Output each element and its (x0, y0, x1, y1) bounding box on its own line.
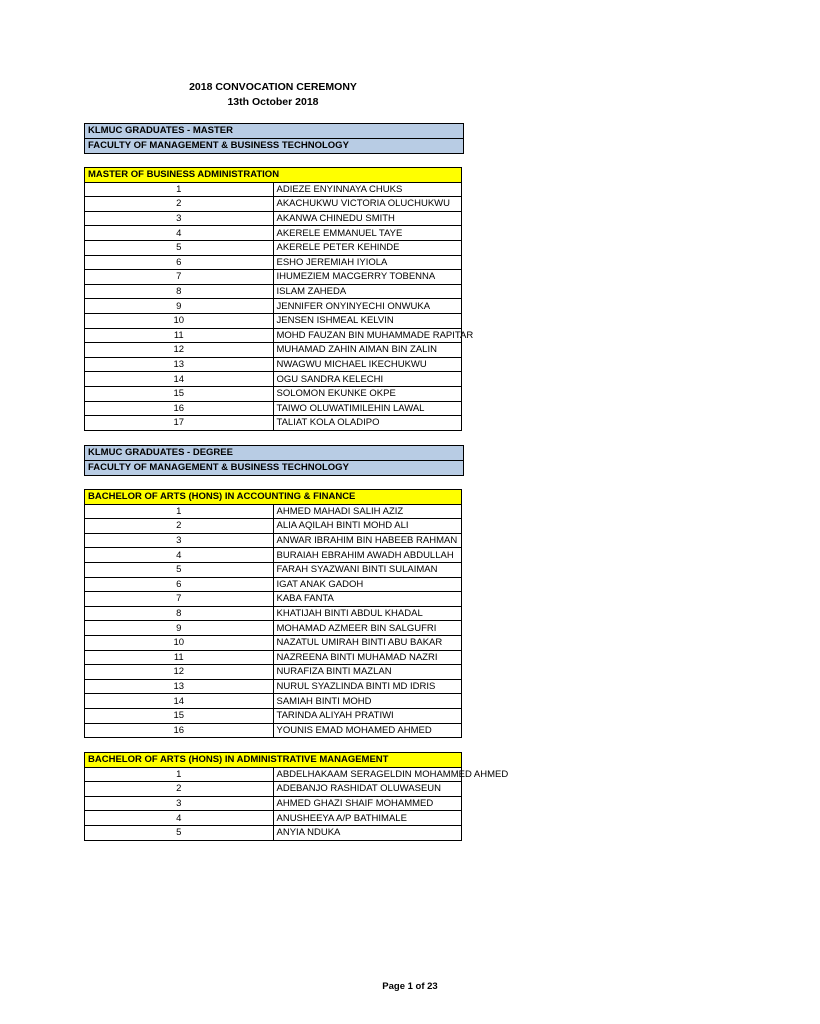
row-number: 7 (85, 270, 274, 285)
table-row (85, 255, 462, 270)
degree-header-block (84, 445, 464, 476)
graduate-name: YOUNIS EMAD MOHAMED AHMED (273, 723, 462, 738)
graduate-name: ISLAM ZAHEDA (273, 284, 462, 299)
graduate-name: TAIWO OLUWATIMILEHIN LAWAL (273, 401, 462, 416)
program-header-row (85, 753, 462, 768)
administrative-management-table (84, 752, 509, 841)
graduate-level-degree: KLMUC GRADUATES - DEGREE (85, 446, 463, 461)
graduate-name: FARAH SYAZWANI BINTI SULAIMAN (273, 562, 462, 577)
row-number: 4 (85, 226, 274, 241)
faculty-label-degree: FACULTY OF MANAGEMENT & BUSINESS TECHNOLOGY (85, 461, 463, 476)
table-row (85, 299, 462, 314)
graduate-name: AKERELE EMMANUEL TAYE (273, 226, 462, 241)
graduate-name: SOLOMON EKUNKE OKPE (273, 386, 462, 401)
row-number: 2 (85, 782, 274, 797)
graduate-name: JENNIFER ONYINYECHI ONWUKA (273, 299, 462, 314)
row-number: 5 (85, 825, 274, 840)
row-number: 9 (85, 299, 274, 314)
table-row (85, 357, 462, 372)
table-row (85, 606, 462, 621)
table-row (85, 592, 462, 607)
table-row (85, 504, 462, 519)
graduate-name: NURUL SYAZLINDA BINTI MD IDRIS (273, 679, 462, 694)
program-title: BACHELOR OF ARTS (HONS) IN ACCOUNTING & FINANCE (85, 490, 462, 505)
table-row (85, 313, 462, 328)
graduate-name: AHMED MAHADI SALIH AZIZ (273, 504, 462, 519)
row-number: 4 (85, 548, 274, 563)
row-number: 4 (85, 811, 274, 826)
graduate-name: JENSEN ISHMEAL KELVIN (273, 313, 462, 328)
graduate-name: AHMED GHAZI SHAIF MOHAMMED (273, 796, 462, 811)
row-number: 9 (85, 621, 274, 636)
row-number: 10 (85, 635, 274, 650)
table-row (85, 577, 462, 592)
program-title: MASTER OF BUSINESS ADMINISTRATION (85, 168, 462, 183)
table-row (85, 226, 462, 241)
table-row (85, 386, 462, 401)
graduate-name: AKACHUKWU VICTORIA OLUCHUKWU (273, 197, 462, 212)
row-number: 1 (85, 767, 274, 782)
table-row (85, 211, 462, 226)
graduate-name: NAZREENA BINTI MUHAMAD NAZRI (273, 650, 462, 665)
accounting-finance-table (84, 489, 462, 738)
table-row (85, 635, 462, 650)
table-row (85, 708, 462, 723)
table-row (85, 811, 462, 826)
row-number: 2 (85, 197, 274, 212)
table-row (85, 284, 462, 299)
graduate-name: NAZATUL UMIRAH BINTI ABU BAKAR (273, 635, 462, 650)
row-number: 12 (85, 343, 274, 358)
table-row (85, 197, 462, 212)
graduate-name: IGAT ANAK GADOH (273, 577, 462, 592)
graduate-name: NWAGWU MICHAEL IKECHUKWU (273, 357, 462, 372)
table-row (85, 650, 462, 665)
graduate-name: AKANWA CHINEDU SMITH (273, 211, 462, 226)
table-row (85, 679, 462, 694)
graduate-name: NURAFIZA BINTI MAZLAN (273, 665, 462, 680)
row-number: 8 (85, 606, 274, 621)
table-row (85, 343, 462, 358)
graduate-name: ADEBANJO RASHIDAT OLUWASEUN (273, 782, 462, 797)
graduate-name: ESHO JEREMIAH IYIOLA (273, 255, 462, 270)
master-header-block (84, 123, 464, 154)
ceremony-title: 2018 CONVOCATION CEREMONY (189, 81, 357, 93)
table-row (85, 240, 462, 255)
table-row (85, 621, 462, 636)
table-row (85, 328, 462, 343)
row-number: 6 (85, 577, 274, 592)
graduate-name: ALIA AQILAH BINTI MOHD ALI (273, 519, 462, 534)
mba-table (84, 167, 474, 431)
table-row (85, 519, 462, 534)
table-row (85, 416, 462, 431)
row-number: 17 (85, 416, 274, 431)
table-row (85, 270, 462, 285)
row-number: 1 (85, 504, 274, 519)
graduate-name: TARINDA ALIYAH PRATIWI (273, 708, 462, 723)
graduate-name: ANUSHEEYA A/P BATHIMALE (273, 811, 462, 826)
table-row (85, 401, 462, 416)
table-row (85, 694, 462, 709)
graduate-name: AKERELE PETER KEHINDE (273, 240, 462, 255)
program-title: BACHELOR OF ARTS (HONS) IN ADMINISTRATIVE MANAGEMENT (85, 753, 462, 768)
table-row (85, 767, 462, 782)
row-number: 14 (85, 694, 274, 709)
row-number: 8 (85, 284, 274, 299)
row-number: 10 (85, 313, 274, 328)
graduate-level-master: KLMUC GRADUATES - MASTER (85, 124, 463, 139)
table-row (85, 548, 462, 563)
row-number: 12 (85, 665, 274, 680)
graduate-name: ANYIA NDUKA (273, 825, 462, 840)
table-row (85, 782, 462, 797)
row-number: 14 (85, 372, 274, 387)
graduate-name: MUHAMAD ZAHIN AIMAN BIN ZALIN (273, 343, 462, 358)
table-row (85, 533, 462, 548)
table-row (85, 182, 462, 197)
table-row (85, 825, 462, 840)
graduate-name: SAMIAH BINTI MOHD (273, 694, 462, 709)
table-row (85, 372, 462, 387)
row-number: 2 (85, 519, 274, 534)
row-number: 5 (85, 562, 274, 577)
table-row (85, 723, 462, 738)
row-number: 11 (85, 328, 274, 343)
graduate-name: BURAIAH EBRAHIM AWADH ABDULLAH (273, 548, 462, 563)
page-number: Page 1 of 23 (382, 981, 438, 992)
graduate-name: ADIEZE ENYINNAYA CHUKS (273, 182, 462, 197)
program-header-row (85, 490, 462, 505)
row-number: 16 (85, 401, 274, 416)
graduate-name: KHATIJAH BINTI ABDUL KHADAL (273, 606, 462, 621)
table-row (85, 796, 462, 811)
row-number: 16 (85, 723, 274, 738)
row-number: 13 (85, 357, 274, 372)
ceremony-date: 13th October 2018 (227, 96, 319, 108)
graduate-name: ANWAR IBRAHIM BIN HABEEB RAHMAN (273, 533, 462, 548)
faculty-label-master: FACULTY OF MANAGEMENT & BUSINESS TECHNOLOGY (85, 139, 463, 154)
row-number: 7 (85, 592, 274, 607)
table-row (85, 665, 462, 680)
row-number: 15 (85, 708, 274, 723)
graduate-name: MOHD FAUZAN BIN MUHAMMADE RAPITAR (273, 328, 462, 343)
table-row (85, 562, 462, 577)
program-header-row (85, 168, 462, 183)
row-number: 6 (85, 255, 274, 270)
graduate-name: KABA FANTA (273, 592, 462, 607)
row-number: 13 (85, 679, 274, 694)
row-number: 3 (85, 796, 274, 811)
graduate-name: TALIAT KOLA OLADIPO (273, 416, 462, 431)
row-number: 3 (85, 533, 274, 548)
row-number: 15 (85, 386, 274, 401)
row-number: 1 (85, 182, 274, 197)
graduate-name: OGU SANDRA KELECHI (273, 372, 462, 387)
row-number: 5 (85, 240, 274, 255)
graduate-name: MOHAMAD AZMEER BIN SALGUFRI (273, 621, 462, 636)
row-number: 11 (85, 650, 274, 665)
row-number: 3 (85, 211, 274, 226)
graduate-name: ABDELHAKAAM SERAGELDIN MOHAMMED AHMED (273, 767, 462, 782)
graduate-name: IHUMEZIEM MACGERRY TOBENNA (273, 270, 462, 285)
